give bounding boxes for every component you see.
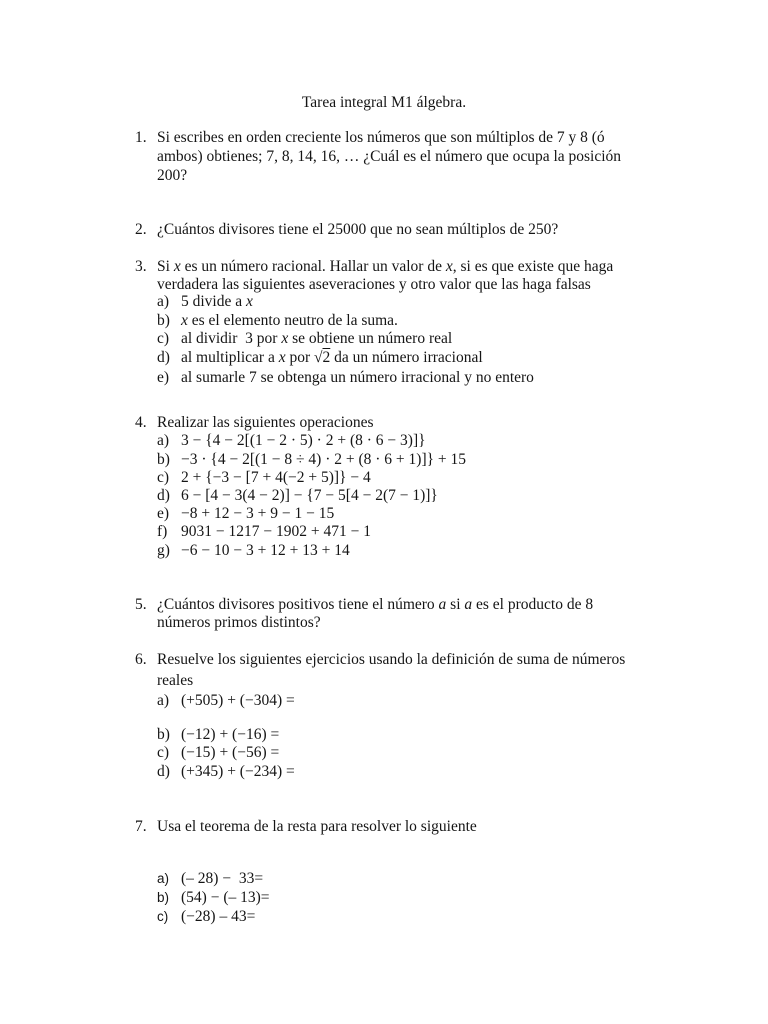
question-3-item-d-text bbox=[181, 349, 483, 367]
radicand: 2 bbox=[322, 349, 331, 366]
text-segment: es el producto de 8 bbox=[472, 596, 594, 613]
question-4-item-e-label: e) bbox=[157, 505, 170, 522]
text-segment: si bbox=[446, 596, 465, 613]
question-4-item-g-label: g) bbox=[157, 542, 170, 559]
question-3-item-d-label: d) bbox=[157, 349, 170, 366]
question-6-number: 6. bbox=[135, 651, 147, 668]
question-6-item-b-expression: (−12) + (−16) = bbox=[181, 726, 280, 743]
question-4-item-b-label: b) bbox=[157, 451, 170, 468]
math-variable: x bbox=[181, 312, 188, 329]
question-4-item-g-expression: −6 − 10 − 3 + 12 + 13 + 14 bbox=[181, 542, 350, 559]
text-segment: al dividir 3 por bbox=[181, 330, 282, 347]
question-6-line-2: reales bbox=[157, 672, 194, 689]
question-5-number: 5. bbox=[135, 596, 147, 613]
question-3-line-2: verdadera las siguientes aseveraciones y otro valor que las haga falsas bbox=[157, 276, 591, 293]
question-7-text: Usa el teorema de la resta para resolver lo siguiente bbox=[157, 818, 477, 835]
math-variable: a bbox=[464, 596, 473, 613]
text-segment: ¿Cuántos divisores positivos tiene el número bbox=[157, 596, 439, 613]
question-7-item-b-label: b) bbox=[157, 890, 170, 905]
question-6-item-c-label: c) bbox=[157, 744, 170, 761]
text-segment: es un número racional. Hallar un valor de bbox=[180, 258, 446, 275]
question-2-text: ¿Cuántos divisores tiene el 25000 que no sean múltiplos de 250? bbox=[157, 221, 559, 238]
question-3-item-a-text bbox=[181, 293, 253, 311]
question-3-item-b-text bbox=[181, 312, 398, 330]
math-variable: x bbox=[246, 293, 253, 310]
question-6-item-d-label: d) bbox=[157, 763, 170, 780]
text-segment: al multiplicar a bbox=[181, 349, 279, 366]
question-3-item-e-label: e) bbox=[157, 369, 170, 386]
text-segment: es el elemento neutro de la suma. bbox=[187, 312, 398, 329]
text-segment: Si bbox=[157, 258, 174, 275]
question-4-number: 4. bbox=[135, 414, 147, 431]
question-5-line-1 bbox=[157, 596, 593, 614]
question-4-item-a-label: a) bbox=[157, 432, 170, 449]
question-4-item-d-expression: 6 − [4 − 3(4 − 2)] − {7 − 5[4 − 2(7 − 1)]} bbox=[181, 487, 438, 504]
question-4-item-c-expression: 2 + {−3 − [7 + 4(−2 + 5)]} − 4 bbox=[181, 469, 371, 486]
question-1-line-1: Si escribes en orden creciente los números que son múltiplos de 7 y 8 (ó bbox=[157, 129, 605, 146]
question-4-text: Realizar las siguientes operaciones bbox=[157, 414, 374, 431]
question-1-line-3: 200? bbox=[157, 167, 188, 184]
question-6-item-a-expression: (+505) + (−304) = bbox=[181, 692, 295, 709]
question-7-item-a-expression: (– 28) − 33= bbox=[181, 870, 264, 887]
question-6-item-d-expression: (+345) + (−234) = bbox=[181, 763, 295, 780]
question-3-item-c-text bbox=[181, 330, 452, 348]
question-5-line-2: números primos distintos? bbox=[157, 614, 321, 631]
question-6-item-a-label: a) bbox=[157, 692, 170, 709]
question-6-line-1: Resuelve los siguientes ejercicios usando la definición de suma de números bbox=[157, 651, 626, 668]
math-variable: x bbox=[445, 258, 453, 275]
question-1-line-2: ambos) obtienes; 7, 8, 14, 16, … ¿Cuál es el número que ocupa la posición bbox=[157, 148, 622, 165]
question-6-item-c-expression: (−15) + (−56) = bbox=[181, 744, 280, 761]
question-3-item-a-label: a) bbox=[157, 293, 170, 310]
question-4-item-e-expression: −8 + 12 − 3 + 9 − 1 − 15 bbox=[181, 505, 335, 522]
question-4-item-c-label: c) bbox=[157, 469, 170, 486]
question-3-item-c-label: c) bbox=[157, 330, 170, 347]
text-segment: 5 divide a bbox=[181, 293, 246, 310]
question-7-item-a-label: a) bbox=[157, 871, 170, 886]
text-segment: se obtiene un número real bbox=[288, 330, 453, 347]
question-3-line-1 bbox=[157, 258, 613, 276]
question-7-number: 7. bbox=[135, 818, 147, 835]
question-3-number: 3. bbox=[135, 258, 147, 275]
math-variable: x bbox=[173, 258, 181, 275]
question-4-item-f-label: f) bbox=[157, 523, 168, 540]
question-4-item-a-expression: 3 − {4 − 2[(1 − 2 · 5) · 2 + (8 · 6 − 3)]} bbox=[181, 432, 426, 449]
question-3-item-b-label: b) bbox=[157, 312, 170, 329]
question-6-item-b-label: b) bbox=[157, 726, 170, 743]
question-7-item-c-label: c) bbox=[157, 909, 169, 924]
text-segment: da un número irracional bbox=[330, 349, 483, 366]
question-7-item-c-expression: (−28) – 43= bbox=[181, 908, 256, 925]
text-segment: por bbox=[285, 349, 315, 366]
question-4-item-f-expression: 9031 − 1217 − 1902 + 471 − 1 bbox=[181, 523, 371, 540]
question-4-item-b-expression: −3 · {4 − 2[(1 − 8 ÷ 4) · 2 + (8 · 6 + 1)]} + 15 bbox=[181, 451, 467, 468]
question-2-number: 2. bbox=[135, 221, 147, 238]
math-variable: x bbox=[281, 330, 289, 347]
question-4-item-d-label: d) bbox=[157, 487, 170, 504]
question-1-number: 1. bbox=[135, 129, 147, 146]
math-variable: a bbox=[438, 596, 447, 613]
text-segment: , si es que existe que haga bbox=[452, 258, 614, 275]
document-title: Tarea integral M1 álgebra. bbox=[301, 94, 467, 111]
radical-sign: √ bbox=[314, 349, 323, 366]
question-7-item-b-expression: (54) − (– 13)= bbox=[181, 889, 270, 906]
math-variable: x bbox=[278, 349, 286, 366]
question-3-item-e-text: al sumarle 7 se obtenga un número irracional y no entero bbox=[181, 369, 534, 386]
